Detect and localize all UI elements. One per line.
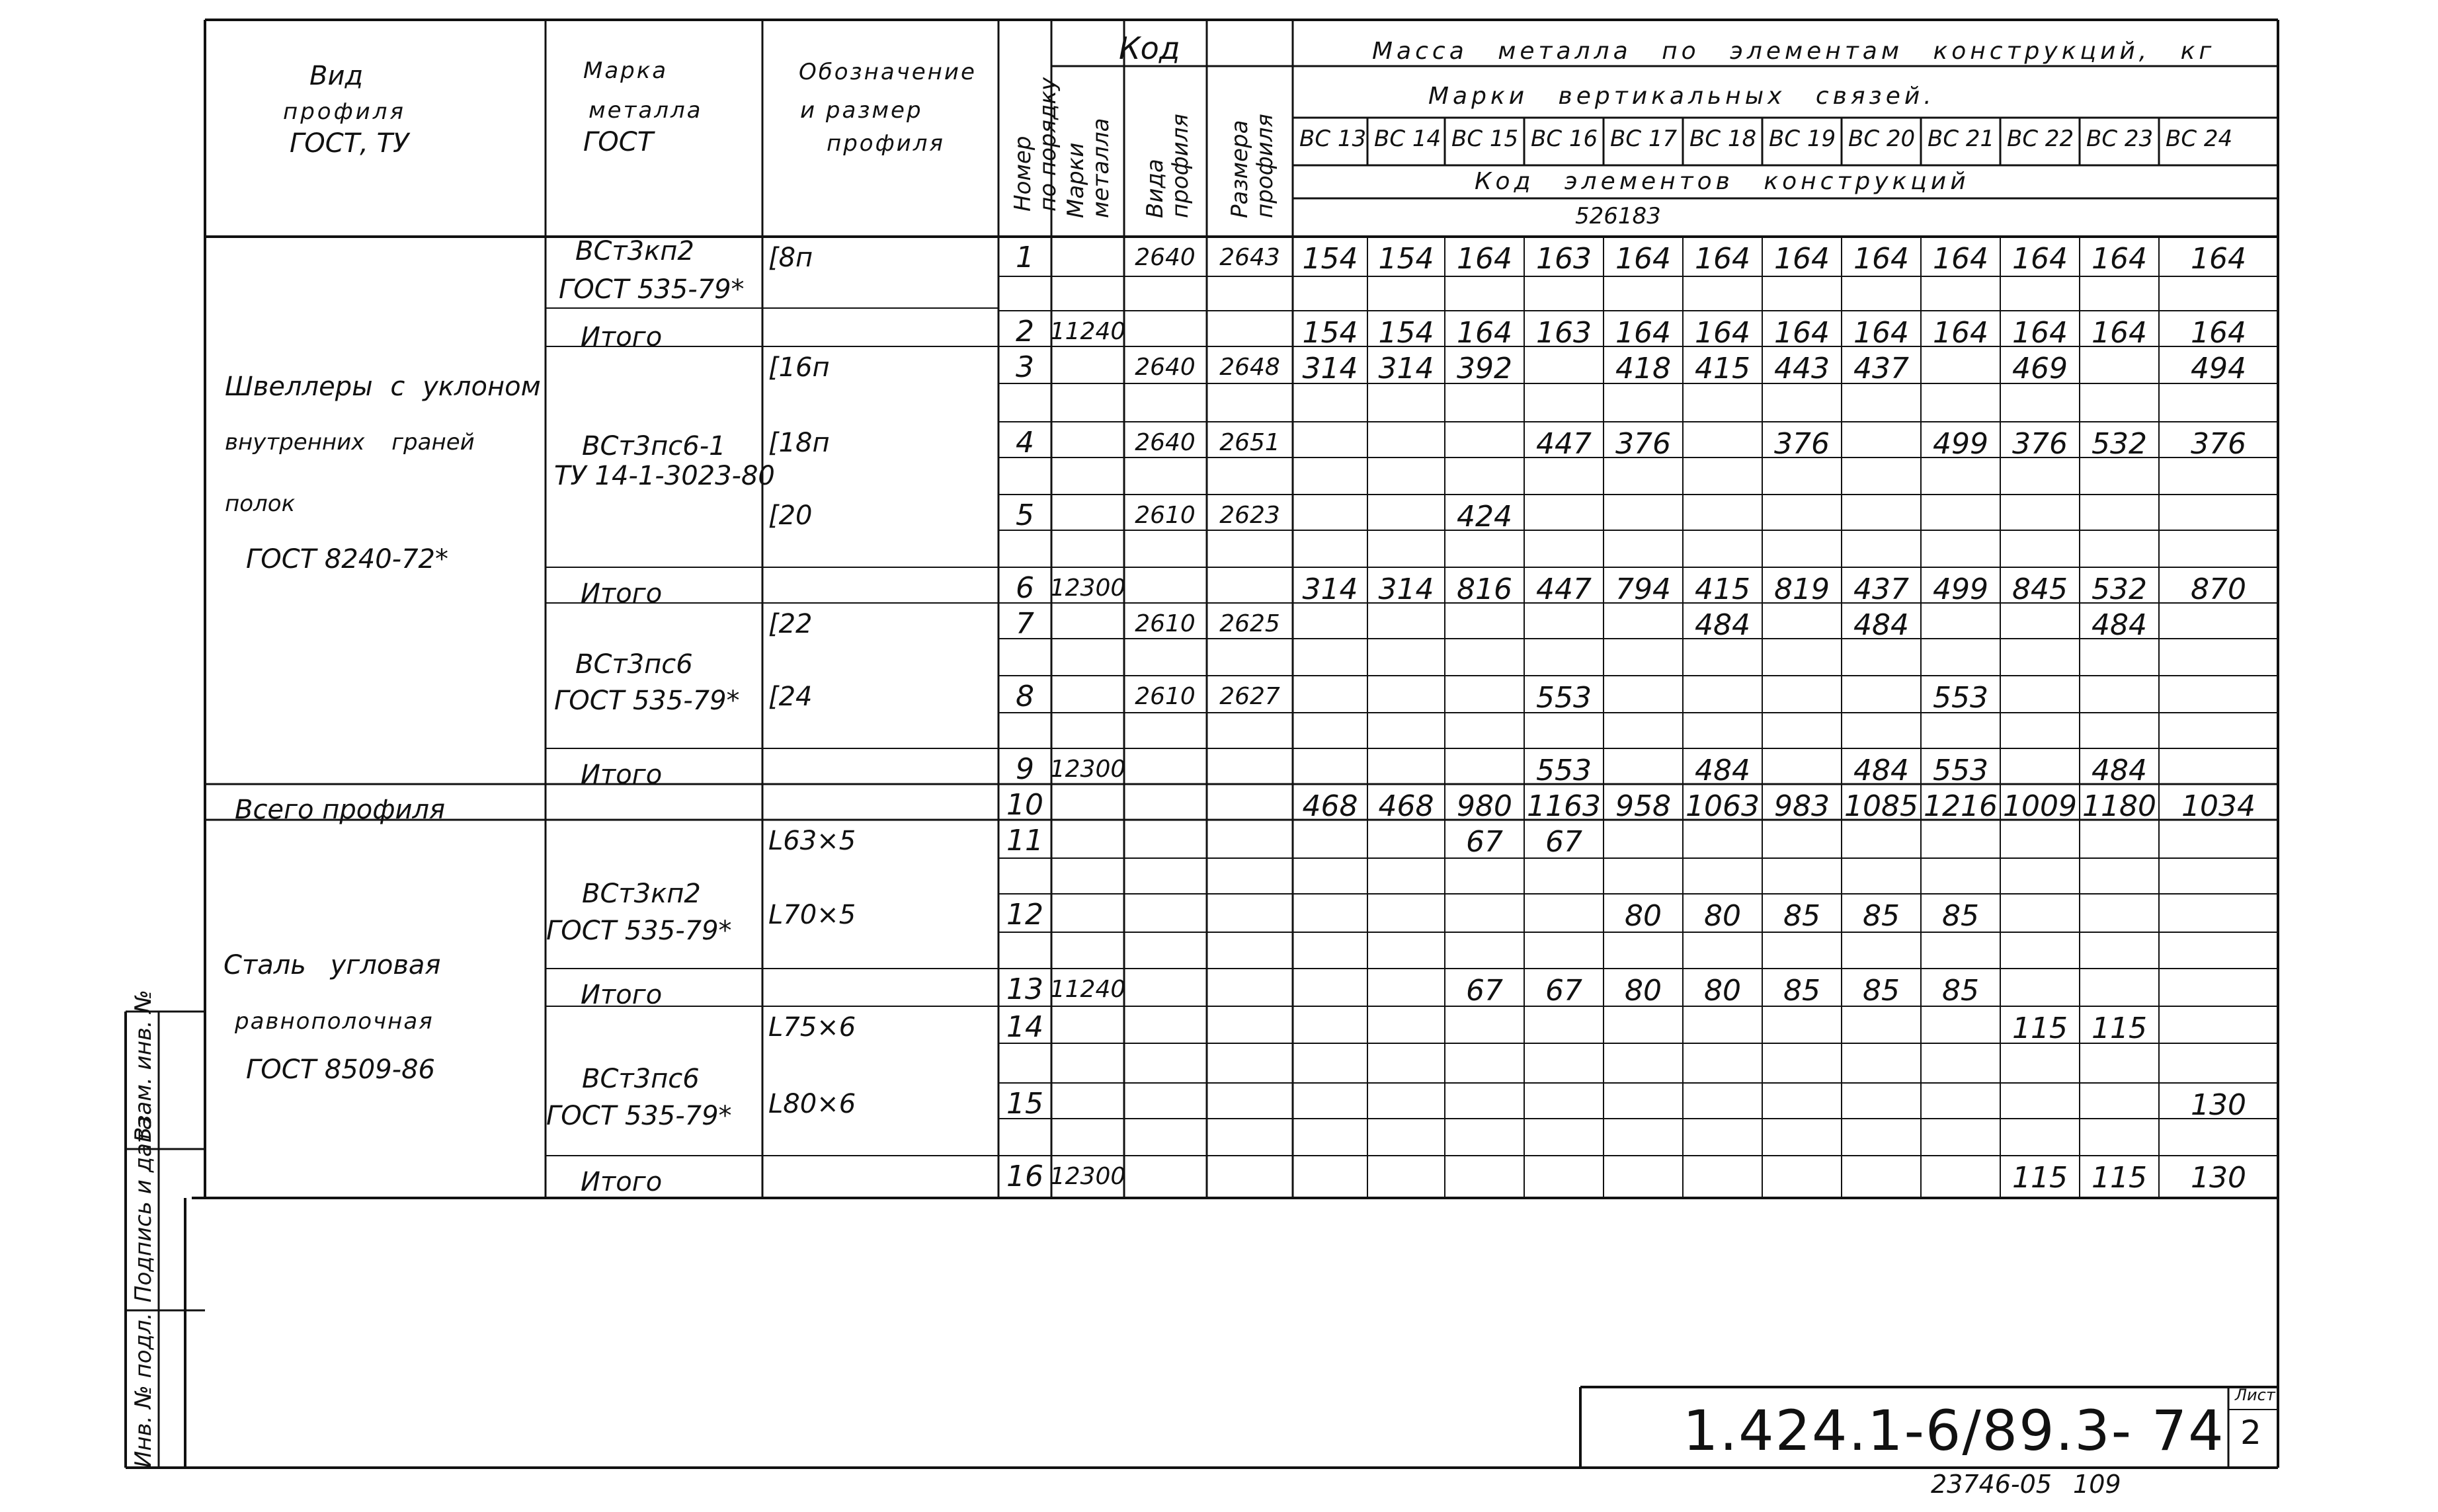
hdr-kod-elementov: Код элементов конструкций <box>1475 168 1970 195</box>
mass-value: 376 <box>2012 427 2068 461</box>
list-number: 2 <box>2240 1413 2261 1452</box>
mass-value: 164 <box>1695 242 1750 276</box>
code-metal: 12300 <box>1049 575 1126 602</box>
mass-value: 154 <box>1302 242 1358 276</box>
mass-value: 164 <box>1615 316 1671 350</box>
steel-grade-5b: ГОСТ 535-79* <box>546 1101 732 1131</box>
code-profile-size: 2648 <box>1219 354 1280 381</box>
itogo-label: Итого <box>581 578 663 609</box>
mass-value: 958 <box>1615 789 1671 823</box>
hdr-vid-3: ГОСТ, ТУ <box>290 128 409 159</box>
mass-value: 532 <box>2092 573 2147 606</box>
mass-value: 164 <box>1853 242 1909 276</box>
mass-value: 819 <box>1774 573 1830 606</box>
mass-value: 1216 <box>1924 789 1998 823</box>
mass-value: 845 <box>2012 573 2068 606</box>
bc-column-header: ВС 23 <box>2086 126 2154 152</box>
itogo-label: Итого <box>581 980 663 1010</box>
bc-column-header: ВС 20 <box>1848 126 1916 152</box>
code-profile-size: 2627 <box>1219 683 1280 710</box>
itogo-label: Итого <box>581 322 663 352</box>
steel-grade-3b: ГОСТ 535-79* <box>554 686 740 716</box>
mass-value: 80 <box>1704 974 1741 1008</box>
mass-value: 1063 <box>1686 789 1760 823</box>
mass-value: 85 <box>1942 899 1979 933</box>
mass-value: 1085 <box>1844 789 1918 823</box>
bc-column-header: ВС 14 <box>1374 126 1442 152</box>
bc-column-header: ВС 16 <box>1531 126 1598 152</box>
mass-value: 418 <box>1615 352 1671 385</box>
row-number: 4 <box>1016 426 1034 459</box>
mass-value: 164 <box>1933 242 1988 276</box>
mass-value: 484 <box>2092 754 2147 787</box>
code-profile-size: 2651 <box>1219 429 1280 456</box>
mass-value: 499 <box>1933 573 1988 606</box>
bc-column-header: ВС 17 <box>1610 126 1678 152</box>
row-number: 6 <box>1016 571 1034 605</box>
profile-label: [22 <box>768 609 813 639</box>
hdr-kod-razm-2: профиля <box>1252 114 1278 218</box>
mass-value: 983 <box>1774 789 1830 823</box>
row-number: 13 <box>1006 973 1043 1006</box>
row-number: 3 <box>1016 350 1034 384</box>
profile-label: L75×6 <box>768 1012 856 1043</box>
mass-value: 154 <box>1378 316 1434 350</box>
steel-grade-2b: ТУ 14-1-3023-80 <box>554 461 775 491</box>
hdr-marka-1: Марка <box>583 58 669 84</box>
mass-value: 115 <box>2012 1012 2068 1045</box>
row-number: 10 <box>1006 788 1043 822</box>
steel-grade-4b: ГОСТ 535-79* <box>546 916 732 946</box>
steel-grade-1a: ВСт3кп2 <box>575 236 694 266</box>
mass-value: 67 <box>1545 825 1582 859</box>
mass-value: 484 <box>2092 608 2147 642</box>
mass-value: 494 <box>2191 352 2246 385</box>
hdr-marki-svyazey: Марки вертикальных связей. <box>1428 83 1935 110</box>
mass-value: 164 <box>1457 316 1512 350</box>
mass-value: 424 <box>1457 500 1512 534</box>
mass-value: 447 <box>1536 427 1592 461</box>
mass-value: 80 <box>1625 899 1662 933</box>
mass-value: 130 <box>2191 1088 2246 1122</box>
bc-column-header: ВС 15 <box>1451 126 1519 152</box>
mass-value: 484 <box>1695 608 1750 642</box>
profile-label: [24 <box>768 682 813 712</box>
stamp-inv-label: Инв. № подл. <box>130 1312 157 1468</box>
code-profile-type: 2610 <box>1135 610 1196 637</box>
row-number: 1 <box>1016 241 1034 274</box>
mass-value: 415 <box>1695 352 1750 385</box>
profile-label: [16п <box>768 352 830 383</box>
mass-value: 415 <box>1695 573 1750 606</box>
mass-value: 314 <box>1378 352 1434 385</box>
steel-grade-1b: ГОСТ 535-79* <box>559 274 745 305</box>
mass-value: 85 <box>1942 974 1979 1008</box>
hdr-nomer-2: по порядку <box>1035 77 1061 212</box>
mass-value: 437 <box>1853 352 1909 385</box>
hdr-obozn-2: и размер <box>800 97 923 124</box>
mass-value: 130 <box>2191 1161 2246 1195</box>
mass-value: 164 <box>1774 242 1830 276</box>
code-profile-size: 2623 <box>1219 502 1280 529</box>
mass-value: 85 <box>1863 899 1900 933</box>
mass-value: 376 <box>1774 427 1830 461</box>
hdr-marka-3: ГОСТ <box>583 127 654 157</box>
mass-value: 376 <box>2191 427 2246 461</box>
mass-value: 1180 <box>2082 789 2156 823</box>
mass-value: 154 <box>1378 242 1434 276</box>
code-profile-type: 2610 <box>1135 683 1196 710</box>
list-label: Лист <box>2235 1386 2275 1404</box>
hdr-kod-razm-1: Размера <box>1227 120 1253 218</box>
code-profile-type: 2640 <box>1135 429 1196 456</box>
profile-label: [20 <box>768 500 813 531</box>
group-shvellery-4: ГОСТ 8240-72* <box>246 544 448 575</box>
profile-label: [8п <box>768 243 813 273</box>
mass-value: 314 <box>1378 573 1434 606</box>
bc-column-header: ВС 18 <box>1689 126 1757 152</box>
code-metal: 12300 <box>1049 756 1126 783</box>
mass-value: 484 <box>1853 754 1909 787</box>
mass-value: 164 <box>2191 316 2246 350</box>
mass-value: 376 <box>1615 427 1671 461</box>
bottom-code: 23746-05 109 <box>1931 1470 2121 1499</box>
group-shvellery-3: полок <box>225 491 296 517</box>
stamp-podpis-label: Подпись и дата <box>130 1116 157 1302</box>
profile-label: L63×5 <box>768 826 856 856</box>
itogo-label: Итого <box>581 760 663 790</box>
hdr-kod-marki-1: Марки <box>1063 142 1089 218</box>
hdr-marka-2: металла <box>589 97 703 124</box>
mass-value: 314 <box>1302 573 1358 606</box>
code-profile-size: 2625 <box>1219 610 1280 637</box>
mass-value: 164 <box>1615 242 1671 276</box>
mass-value: 816 <box>1457 573 1512 606</box>
mass-value: 553 <box>1536 754 1592 787</box>
mass-value: 115 <box>2092 1161 2147 1195</box>
hdr-vid-2: профиля <box>283 99 406 125</box>
row-number: 11 <box>1006 824 1043 857</box>
bc-column-header: ВС 22 <box>2007 126 2074 152</box>
mass-value: 314 <box>1302 352 1358 385</box>
mass-value: 80 <box>1625 974 1662 1008</box>
mass-value: 164 <box>2012 242 2068 276</box>
mass-value: 484 <box>1853 608 1909 642</box>
mass-value: 794 <box>1615 573 1671 606</box>
hdr-nomer-1: Номер <box>1010 136 1036 212</box>
mass-value: 870 <box>2191 573 2246 606</box>
code-metal: 11240 <box>1049 976 1126 1003</box>
row-number: 16 <box>1006 1160 1043 1193</box>
mass-value: 484 <box>1695 754 1750 787</box>
mass-value: 1034 <box>2181 789 2255 823</box>
mass-value: 468 <box>1378 789 1434 823</box>
mass-value: 532 <box>2092 427 2147 461</box>
bc-column-header: ВС 21 <box>1928 126 1995 152</box>
hdr-obozn-1: Обозначение <box>799 59 977 85</box>
hdr-kod: Код <box>1119 30 1180 66</box>
mass-value: 164 <box>2191 242 2246 276</box>
steel-grade-2a: ВСт3пс6-1 <box>582 431 726 461</box>
mass-value: 164 <box>1853 316 1909 350</box>
hdr-kod-marki-2: металла <box>1088 118 1114 218</box>
group-stal-1: Сталь угловая <box>223 950 441 980</box>
row-number: 2 <box>1016 315 1034 348</box>
group-shvellery-1: Швеллеры с уклоном <box>225 372 541 402</box>
mass-value: 85 <box>1783 974 1820 1008</box>
mass-value: 437 <box>1853 573 1909 606</box>
row-number: 7 <box>1016 607 1034 641</box>
hdr-vid-1: Вид <box>309 61 364 91</box>
row-number: 15 <box>1006 1087 1043 1121</box>
mass-value: 468 <box>1302 789 1358 823</box>
mass-value: 499 <box>1933 427 1988 461</box>
mass-value: 154 <box>1302 316 1358 350</box>
steel-grade-4a: ВСт3кп2 <box>582 879 701 909</box>
mass-value: 67 <box>1545 974 1582 1008</box>
steel-grade-3a: ВСт3пс6 <box>575 649 693 680</box>
code-profile-type: 2640 <box>1135 244 1196 271</box>
group-shvellery-2: внутренних граней <box>225 429 475 456</box>
mass-value: 443 <box>1774 352 1830 385</box>
bc-column-header: ВС 24 <box>2166 126 2233 152</box>
hdr-kod-vida-2: профиля <box>1167 114 1194 218</box>
mass-value: 164 <box>1774 316 1830 350</box>
mass-value: 67 <box>1466 825 1503 859</box>
mass-value: 469 <box>2012 352 2068 385</box>
mass-value: 80 <box>1704 899 1741 933</box>
mass-value: 447 <box>1536 573 1592 606</box>
mass-value: 85 <box>1783 899 1820 933</box>
mass-value: 164 <box>2092 242 2147 276</box>
mass-value: 115 <box>2012 1161 2068 1195</box>
hdr-massa: Масса металла по элементам конструкций, кг <box>1372 38 2216 65</box>
row-number: 8 <box>1016 680 1034 713</box>
steel-grade-5a: ВСт3пс6 <box>582 1064 700 1094</box>
mass-value: 1163 <box>1527 789 1601 823</box>
code-metal: 12300 <box>1049 1163 1126 1190</box>
mass-value: 163 <box>1536 242 1592 276</box>
hdr-kod-value: 526183 <box>1575 203 1661 229</box>
mass-value: 163 <box>1536 316 1592 350</box>
row-number: 5 <box>1016 498 1034 532</box>
group-stal-2: равнополочная <box>235 1008 434 1035</box>
stamp-vzam-label: Взам. инв. № <box>130 990 157 1142</box>
code-profile-size: 2643 <box>1219 244 1280 271</box>
doc-code: 1.424.1-6/89.3- 74 <box>1683 1398 2225 1463</box>
profile-label: L80×6 <box>768 1089 856 1119</box>
itogo-label: Итого <box>581 1167 663 1197</box>
mass-value: 553 <box>1536 681 1592 715</box>
hdr-obozn-3: профиля <box>827 130 945 157</box>
mass-value: 164 <box>2012 316 2068 350</box>
mass-value: 67 <box>1466 974 1503 1008</box>
mass-value: 164 <box>1695 316 1750 350</box>
mass-value: 1009 <box>2003 789 2077 823</box>
mass-value: 980 <box>1457 789 1512 823</box>
mass-value: 85 <box>1863 974 1900 1008</box>
code-profile-type: 2640 <box>1135 354 1196 381</box>
bc-column-header: ВС 19 <box>1769 126 1836 152</box>
row-number: 12 <box>1006 898 1043 932</box>
group-stal-3: ГОСТ 8509-86 <box>246 1054 435 1085</box>
hdr-kod-vida-1: Вида <box>1142 159 1168 218</box>
mass-value: 115 <box>2092 1012 2147 1045</box>
mass-value: 553 <box>1933 754 1988 787</box>
bc-column-header: ВС 13 <box>1299 126 1367 152</box>
profile-label: [18п <box>768 428 830 458</box>
mass-value: 553 <box>1933 681 1988 715</box>
code-metal: 11240 <box>1049 318 1126 345</box>
mass-value: 392 <box>1457 352 1512 385</box>
code-profile-type: 2610 <box>1135 502 1196 529</box>
row-number: 14 <box>1006 1010 1043 1044</box>
mass-value: 164 <box>1457 242 1512 276</box>
group-vsego: Всего профиля <box>235 795 446 825</box>
mass-value: 164 <box>1933 316 1988 350</box>
profile-label: L70×5 <box>768 900 856 930</box>
mass-value: 164 <box>2092 316 2147 350</box>
row-number: 9 <box>1016 752 1034 786</box>
